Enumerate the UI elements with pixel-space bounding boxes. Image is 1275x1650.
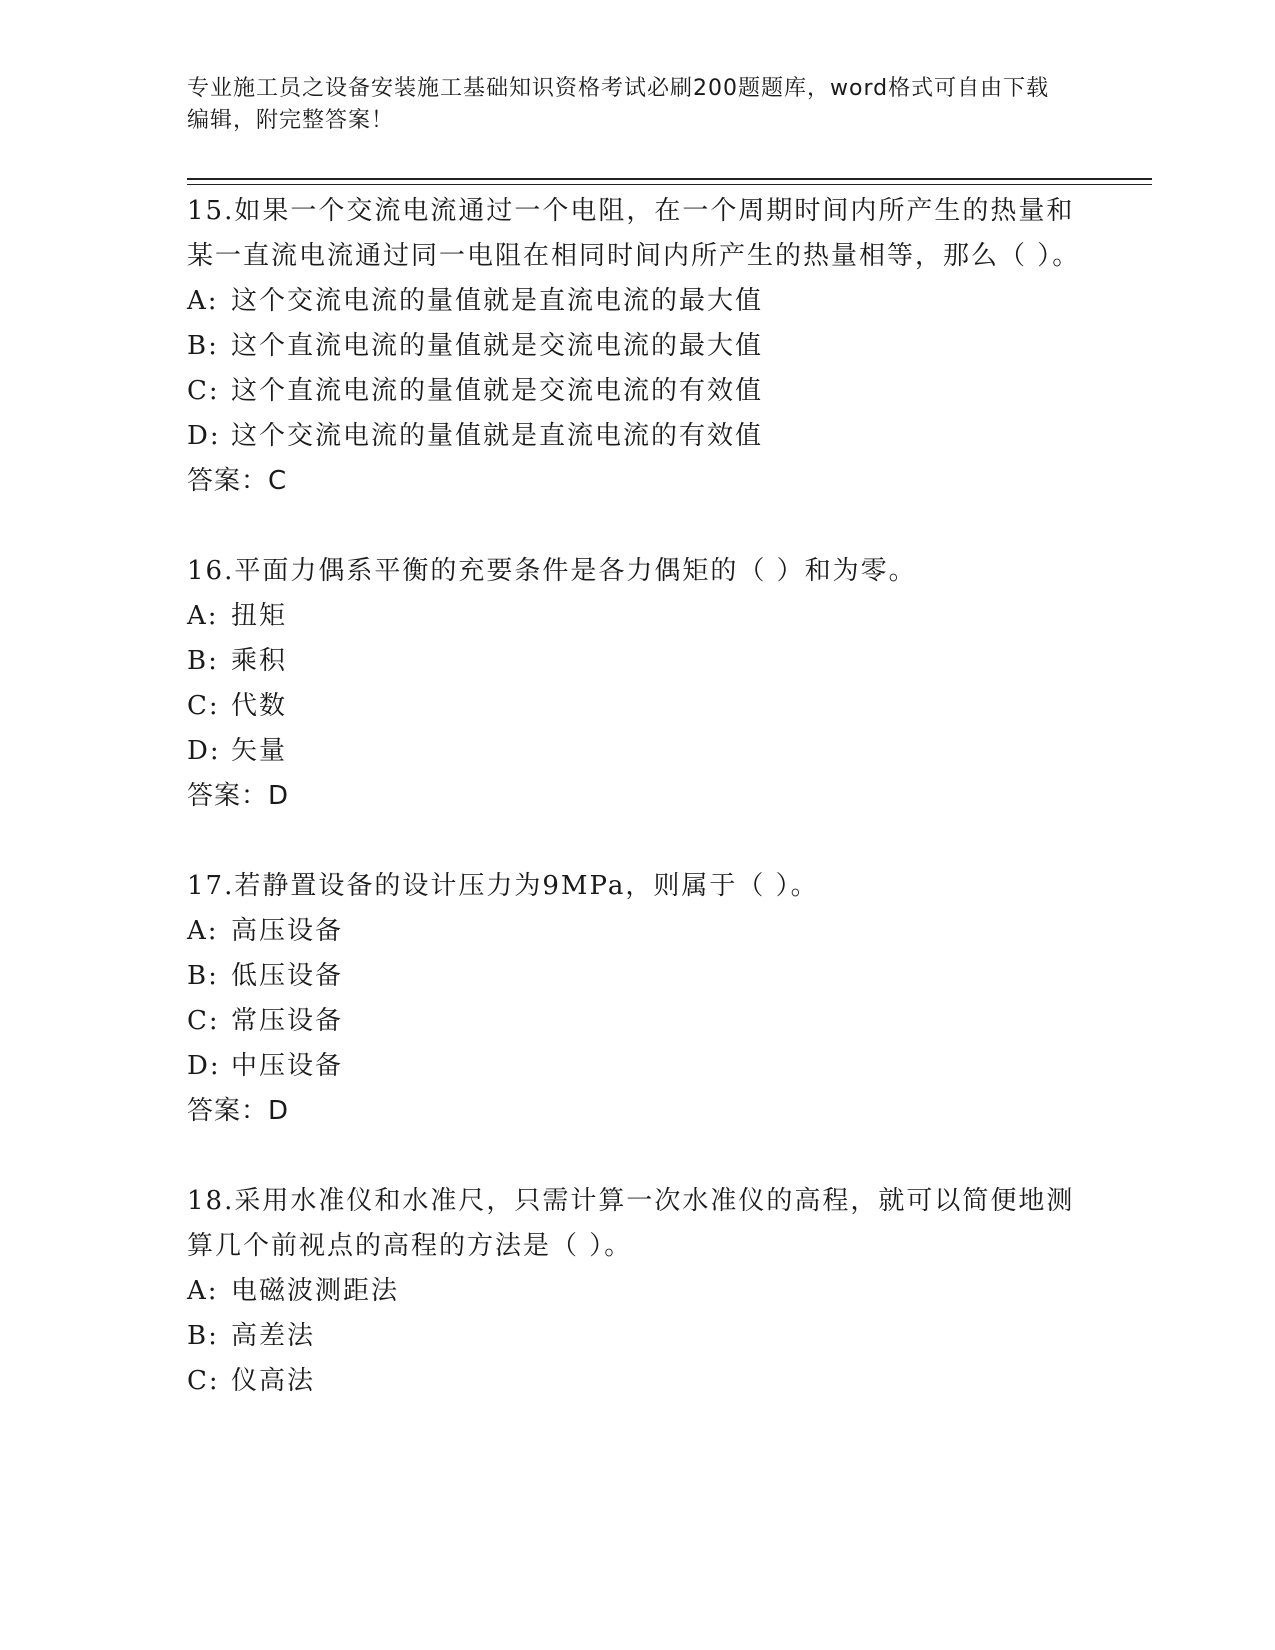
option-text: 这个交流电流的量值就是直流电流的最大值: [231, 286, 764, 316]
option-d: [187, 1044, 1087, 1089]
option-a: [187, 279, 1087, 324]
option-c: [187, 999, 1087, 1044]
option-key: C:: [187, 691, 220, 721]
option-text: 这个直流电流的量值就是交流电流的有效值: [231, 376, 764, 406]
option-key: B:: [187, 1321, 219, 1351]
option-key: D:: [187, 1051, 221, 1081]
document-header: 专业施工员之设备安装施工基础知识资格考试必刷200题题库，word格式可自由下载编辑，附完整答案！: [187, 76, 1050, 133]
option-key: B:: [187, 646, 219, 676]
option-key: C:: [187, 1366, 220, 1396]
question-text: 16.平面力偶系平衡的充要条件是各力偶矩的（ ）和为零。: [187, 556, 917, 586]
option-text: 代数: [231, 691, 288, 721]
option-text: 这个直流电流的量值就是交流电流的最大值: [231, 331, 764, 361]
option-b: [187, 1314, 1087, 1359]
option-d: [187, 414, 1087, 459]
option-b: [187, 324, 1087, 369]
option-text: 高差法: [231, 1321, 316, 1351]
header-divider-thick: [187, 178, 1152, 180]
question-text: 15.如果一个交流电流通过一个电阻，在一个周期时间内所产生的热量和某一直流电流通过同一电阻在相同时间内所产生的热量相等，那么（ ）。: [187, 196, 1081, 271]
option-key: B:: [187, 961, 219, 991]
option-b: [187, 954, 1087, 999]
option-key: D:: [187, 421, 221, 451]
question-15: [187, 189, 1087, 504]
option-b: [187, 639, 1087, 684]
option-c: [187, 1359, 1087, 1404]
option-key: C:: [187, 1006, 220, 1036]
option-a: [187, 594, 1087, 639]
option-a: [187, 1269, 1087, 1314]
option-text: 低压设备: [231, 961, 344, 991]
option-key: A:: [187, 286, 219, 316]
option-text: 这个交流电流的量值就是直流电流的有效值: [231, 421, 764, 451]
answer-label: 答案：C: [187, 466, 288, 496]
option-key: A:: [187, 1276, 219, 1306]
option-d: [187, 729, 1087, 774]
option-key: D:: [187, 736, 221, 766]
question-17: [187, 864, 1087, 1134]
option-text: 电磁波测距法: [231, 1276, 400, 1306]
option-c: [187, 684, 1087, 729]
question-16: [187, 549, 1087, 819]
question-18: [187, 1179, 1087, 1404]
option-c: [187, 369, 1087, 414]
option-key: A:: [187, 916, 219, 946]
option-key: B:: [187, 331, 219, 361]
option-text: 扭矩: [231, 601, 288, 631]
question-text: 17.若静置设备的设计压力为9MPa，则属于（ ）。: [187, 871, 819, 901]
option-text: 仪高法: [231, 1366, 316, 1396]
option-text: 中压设备: [231, 1051, 344, 1081]
answer-label: 答案：D: [187, 781, 290, 811]
option-key: A:: [187, 601, 219, 631]
option-key: C:: [187, 376, 220, 406]
header-divider-thin: [187, 184, 1152, 185]
answer-label: 答案：D: [187, 1096, 290, 1126]
question-list: [187, 189, 1087, 1449]
option-text: 乘积: [231, 646, 288, 676]
question-text: 18.采用水准仪和水准尺，只需计算一次水准仪的高程，就可以简便地测算几个前视点的高程的方法是（ ）。: [187, 1186, 1075, 1261]
option-a: [187, 909, 1087, 954]
option-text: 常压设备: [231, 1006, 344, 1036]
option-text: 高压设备: [231, 916, 344, 946]
option-text: 矢量: [231, 736, 288, 766]
